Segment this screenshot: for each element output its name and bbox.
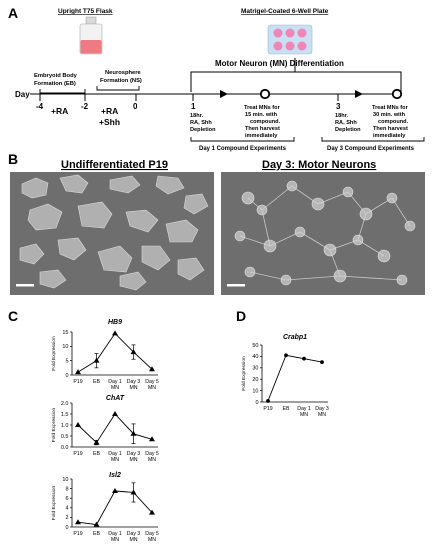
y-tick-label: 10 bbox=[62, 344, 69, 351]
day-tick-minus4: -4 bbox=[36, 102, 44, 111]
x-tick-label: EB bbox=[93, 451, 100, 457]
day1-note-line3: Depletion bbox=[190, 127, 216, 133]
panel-label-b: B bbox=[8, 151, 19, 167]
day1-treatment-note bbox=[244, 105, 281, 139]
day3-treat-line2: 30 min. with bbox=[373, 112, 406, 118]
x-tick-label: P19 bbox=[73, 531, 83, 537]
ns-bracket bbox=[97, 86, 139, 90]
day1-experiment-bracket bbox=[191, 137, 294, 141]
y-tick-label: 0 bbox=[255, 399, 259, 406]
data-point bbox=[266, 399, 270, 403]
y-axis-label: Fold Expression bbox=[52, 485, 57, 521]
x-tick-label: EB bbox=[282, 406, 290, 412]
data-point bbox=[112, 488, 118, 493]
day3-depletion-note bbox=[335, 113, 361, 133]
day1-note-line2: RA, Shh bbox=[190, 120, 212, 126]
y-tick-label: 30 bbox=[252, 365, 259, 372]
eb-bracket bbox=[40, 89, 85, 93]
panel-label-a: A bbox=[8, 5, 19, 21]
y-axis-label: Fold Expression bbox=[52, 336, 57, 371]
day1-note-line1: 18hr. bbox=[190, 113, 204, 119]
x-tick-label: Day 3 MN bbox=[126, 531, 141, 543]
x-tick-label: Day 3 MN bbox=[126, 379, 141, 391]
timeline-axis bbox=[30, 94, 401, 101]
flask-label: Upright T75 Flask bbox=[58, 8, 113, 15]
day1-depletion-note bbox=[190, 113, 216, 133]
x-tick-label: Day 3 MN bbox=[315, 406, 329, 418]
plate-label: Matrigel-Coated 6-Well Plate bbox=[241, 8, 329, 15]
chart-chat bbox=[51, 395, 159, 463]
x-tick-label: Day 1 MN bbox=[297, 406, 311, 418]
x-tick-label: EB bbox=[93, 379, 100, 385]
y-tick-label: 10 bbox=[62, 476, 69, 483]
y-tick-label: 1.5 bbox=[60, 411, 69, 418]
day-tick-3: 3 bbox=[336, 102, 341, 111]
chart-isl2 bbox=[51, 472, 159, 543]
day1-treat-line2: 15 min. with bbox=[245, 112, 278, 118]
data-point bbox=[320, 360, 324, 364]
y-tick-label: 0 bbox=[65, 372, 69, 379]
y-axis-label: Fold Expression bbox=[242, 356, 247, 391]
y-tick-label: 50 bbox=[252, 342, 259, 349]
x-tick-label: Day 5 MN bbox=[145, 451, 159, 463]
x-tick-label: Day 5 MN bbox=[145, 531, 159, 543]
day3-note-line2: RA, Shh bbox=[335, 120, 357, 126]
data-point bbox=[75, 369, 81, 374]
day1-treat-line1: Treat MNs for bbox=[244, 105, 280, 111]
day-tick-1: 1 bbox=[191, 102, 196, 111]
series-line bbox=[78, 333, 152, 372]
day3-treat-line5: immediately bbox=[373, 133, 406, 139]
day-word: Day bbox=[15, 90, 30, 99]
y-tick-label: 20 bbox=[252, 377, 259, 383]
chart-hb9 bbox=[51, 319, 159, 391]
day3-note-line3: Depletion bbox=[335, 127, 361, 133]
ns-label-line1: Neurosphere bbox=[105, 70, 141, 76]
day1-treat-line4: Then harvest bbox=[245, 126, 280, 132]
eb-label-line1: Embryoid Body bbox=[34, 73, 77, 79]
y-tick-label: 1.0 bbox=[60, 422, 69, 429]
data-point bbox=[302, 357, 306, 361]
day-tick-0: 0 bbox=[133, 102, 138, 111]
y-tick-label: 6 bbox=[65, 496, 69, 502]
data-point bbox=[75, 422, 81, 427]
y-tick-label: 10 bbox=[252, 388, 259, 395]
mn-differentiation-title: Motor Neuron (MN) Differentiation bbox=[215, 59, 344, 68]
data-point bbox=[112, 411, 118, 416]
scale-bar-left bbox=[16, 284, 34, 287]
day3-treat-line1: Treat MNs for bbox=[372, 105, 408, 111]
scale-bar-right bbox=[227, 284, 245, 287]
x-tick-label: P19 bbox=[73, 379, 83, 385]
x-tick-label: P19 bbox=[73, 451, 83, 457]
data-point bbox=[112, 330, 118, 335]
ra-label-2: +RA bbox=[101, 106, 119, 116]
day1-treatment-marker bbox=[261, 90, 269, 98]
day-tick-minus2: -2 bbox=[81, 102, 89, 111]
day1-treat-line5: immediately bbox=[245, 133, 278, 139]
panel-label-c: C bbox=[8, 308, 19, 324]
x-tick-label: Day 1 MN bbox=[108, 451, 122, 463]
day3-treat-line3: compound. bbox=[378, 119, 409, 125]
micrograph-right-title: Day 3: Motor Neurons bbox=[262, 159, 377, 171]
ns-label-line2: Formation (NS) bbox=[100, 78, 142, 84]
x-tick-label: Day 1 MN bbox=[108, 531, 122, 543]
series-line bbox=[78, 491, 152, 525]
y-axis-label: Fold Expression bbox=[52, 407, 57, 443]
y-tick-label: 0.5 bbox=[60, 433, 69, 440]
y-tick-label: 8 bbox=[65, 486, 69, 493]
day3-experiments-label: Day 3 Compound Experiments bbox=[327, 146, 415, 152]
x-tick-label: EB bbox=[93, 531, 100, 537]
chart-title: ChAT bbox=[105, 395, 125, 402]
day3-note-line1: 18hr. bbox=[335, 113, 349, 119]
y-tick-label: 0.0 bbox=[60, 444, 69, 451]
panel-label-d: D bbox=[236, 308, 247, 324]
chart-crabp1 bbox=[241, 334, 329, 418]
x-tick-label: Day 1 MN bbox=[108, 379, 122, 391]
day1-treat-line3: compound. bbox=[250, 119, 281, 125]
micrograph-motor-neurons bbox=[221, 172, 425, 295]
day1-experiments-label: Day 1 Compound Experiments bbox=[199, 146, 287, 152]
y-tick-label: 5 bbox=[65, 358, 69, 365]
day3-treat-line4: Then harvest bbox=[373, 126, 408, 132]
data-point bbox=[94, 358, 100, 363]
y-tick-label: 2.0 bbox=[60, 400, 69, 407]
y-tick-label: 0 bbox=[65, 524, 69, 531]
x-tick-label: Day 3 MN bbox=[126, 451, 141, 463]
micrograph-left-title: Undifferentiated P19 bbox=[61, 159, 168, 171]
y-tick-label: 2 bbox=[65, 515, 69, 522]
chart-title: Crabp1 bbox=[282, 334, 308, 341]
series-line bbox=[78, 414, 152, 443]
y-tick-label: 4 bbox=[65, 505, 69, 512]
chart-title: HB9 bbox=[107, 319, 123, 326]
day3-treatment-marker bbox=[393, 90, 401, 98]
eb-label-line2: Formation (EB) bbox=[34, 81, 76, 87]
chart-title: Isl2 bbox=[109, 472, 121, 479]
well-plate-icon bbox=[268, 25, 312, 54]
data-point bbox=[284, 353, 288, 357]
series-line bbox=[268, 355, 322, 401]
micrograph-p19 bbox=[10, 172, 214, 295]
x-tick-label: Day 5 MN bbox=[145, 379, 159, 391]
day3-treatment-note bbox=[372, 105, 409, 139]
x-tick-label: P19 bbox=[263, 406, 273, 412]
ra-label-1: +RA bbox=[51, 106, 69, 116]
shh-label: +Shh bbox=[99, 117, 121, 127]
data-point bbox=[75, 519, 81, 524]
y-tick-label: 40 bbox=[252, 354, 259, 361]
y-tick-label: 15 bbox=[62, 329, 69, 336]
flask-icon bbox=[80, 17, 102, 54]
